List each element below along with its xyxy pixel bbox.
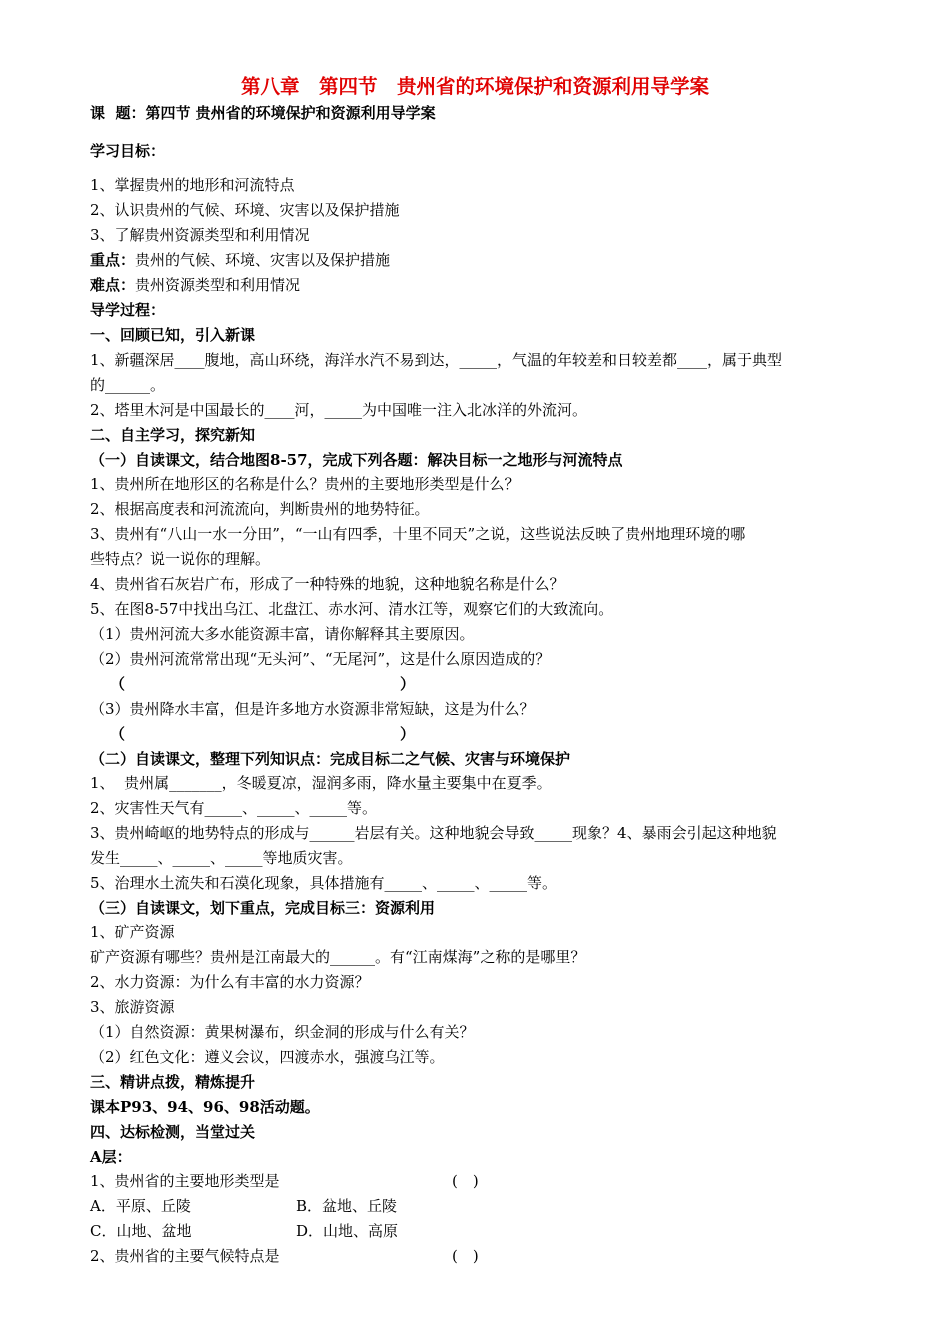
sub1-line: （1）贵州河流大多水能资源丰富，请你解释其主要原因。 xyxy=(90,625,475,643)
sub2-line: 发生_____、_____、_____等地质灾害。 xyxy=(90,849,353,867)
answer-paren: ( ) xyxy=(452,1247,479,1265)
sub1-line: 些特点？说一说你的理解。 xyxy=(90,550,271,568)
question-stem: 2、贵州省的主要气候特点是 xyxy=(90,1247,280,1265)
option-d: D．山地、高原 xyxy=(296,1222,399,1240)
sub3-line: 1、矿产资源 xyxy=(90,923,175,941)
difficult-point xyxy=(90,275,300,295)
part1-line: 1、新疆深居____腹地，高山环绕，海洋水汽不易到达，_____，气温的年较差和日较差都____，属于典型 xyxy=(90,351,783,369)
sub1-line: 1、贵州所在地形区的名称是什么？贵州的主要地形类型是什么？ xyxy=(90,475,520,493)
key-point-label: 重点： xyxy=(90,251,136,269)
bracket-open: （ xyxy=(110,675,126,693)
sub1-line: 3、贵州有“八山一水一分田”，“一山有四季，十里不同天”之说，这些说法反映了贵州地理环境的哪 xyxy=(90,525,746,543)
difficult-point-text: 贵州资源类型和利用情况 xyxy=(135,276,301,294)
part4-heading: 四、达标检测，当堂过关 xyxy=(90,1123,256,1141)
option-b: B．盆地、丘陵 xyxy=(296,1197,398,1215)
difficult-point-label: 难点： xyxy=(90,276,136,294)
bracket-close: ） xyxy=(400,725,416,743)
sub2-line: 2、灾害性天气有_____、_____、_____等。 xyxy=(90,799,378,817)
part1-line: 的______。 xyxy=(90,376,166,394)
level-label: A层： xyxy=(90,1148,132,1166)
key-point xyxy=(90,250,390,270)
part2-heading: 二、自主学习，探究新知 xyxy=(90,426,256,444)
goals-heading: 学习目标： xyxy=(90,142,166,160)
document-title: 第八章 第四节 贵州省的环境保护和资源利用导学案 xyxy=(240,75,709,98)
bracket-open: （ xyxy=(110,725,126,743)
sub3-line: 3、旅游资源 xyxy=(90,998,175,1016)
sub3-heading: （三）自读课文，划下重点，完成目标三：资源利用 xyxy=(90,899,436,917)
answer-paren: ( ) xyxy=(452,1172,479,1190)
sub1-line: 2、根据高度表和河流流向，判断贵州的地势特征。 xyxy=(90,500,430,518)
lesson-topic: 课 题：第四节 贵州省的环境保护和资源利用导学案 xyxy=(90,104,436,122)
sub2-line: 5、治理水土流失和石漠化现象，具体措施有_____、_____、_____等。 xyxy=(90,874,558,892)
sub1-line: （3）贵州降水丰富，但是许多地方水资源非常短缺，这是为什么？ xyxy=(90,700,535,718)
sub3-line: 矿产资源有哪些？贵州是江南最大的______。有“江南煤海”之称的是哪里？ xyxy=(90,948,586,966)
part3-text: 课本P93、94、96、98活动题。 xyxy=(90,1098,320,1116)
process-heading: 导学过程： xyxy=(90,301,166,319)
part3-heading: 三、精讲点拨，精炼提升 xyxy=(90,1073,256,1091)
goal-item: 1、掌握贵州的地形和河流特点 xyxy=(90,176,295,194)
bracket-close: ） xyxy=(400,675,416,693)
sub2-heading: （二）自读课文，整理下列知识点：完成目标二之气候、灾害与环境保护 xyxy=(90,750,571,768)
option-c: C．山地、盆地 xyxy=(90,1222,192,1240)
sub3-line: 2、水力资源：为什么有丰富的水力资源？ xyxy=(90,973,370,991)
goal-item: 3、了解贵州资源类型和利用情况 xyxy=(90,226,310,244)
sub2-line: 3、贵州崎岖的地势特点的形成与______岩层有关。这种地貌会导致_____现象？4、暴雨会引起这种地貌 xyxy=(90,824,777,842)
sub1-line: 4、贵州省石灰岩广布，形成了一种特殊的地貌，这种地貌名称是什么？ xyxy=(90,575,565,593)
sub1-line: （2）贵州河流常常出现“无头河”、“无尾河”，这是什么原因造成的？ xyxy=(90,650,551,668)
sub1-line: 5、在图8-57中找出乌江、北盘江、赤水河、清水江等，观察它们的大致流向。 xyxy=(90,600,614,618)
part1-line: 2、塔里木河是中国最长的____河，_____为中国唯一注入北冰洋的外流河。 xyxy=(90,401,588,419)
goal-item: 2、认识贵州的气候、环境、灾害以及保护措施 xyxy=(90,201,400,219)
key-point-text: 贵州的气候、环境、灾害以及保护措施 xyxy=(135,251,391,269)
question-stem: 1、贵州省的主要地形类型是 xyxy=(90,1172,280,1190)
option-a: A．平原、丘陵 xyxy=(90,1197,191,1215)
sub3-line: （2）红色文化：遵义会议，四渡赤水，强渡乌江等。 xyxy=(90,1048,445,1066)
part1-heading: 一、回顾已知，引入新课 xyxy=(90,326,256,344)
sub1-heading: （一）自读课文，结合地图8-57，完成下列各题：解决目标一之地形与河流特点 xyxy=(90,451,623,469)
sub2-line: 1、 贵州属_______，冬暖夏凉，湿润多雨，降水量主要集中在夏季。 xyxy=(90,774,552,792)
sub3-line: （1）自然资源：黄果树瀑布，织金洞的形成与什么有关？ xyxy=(90,1023,475,1041)
